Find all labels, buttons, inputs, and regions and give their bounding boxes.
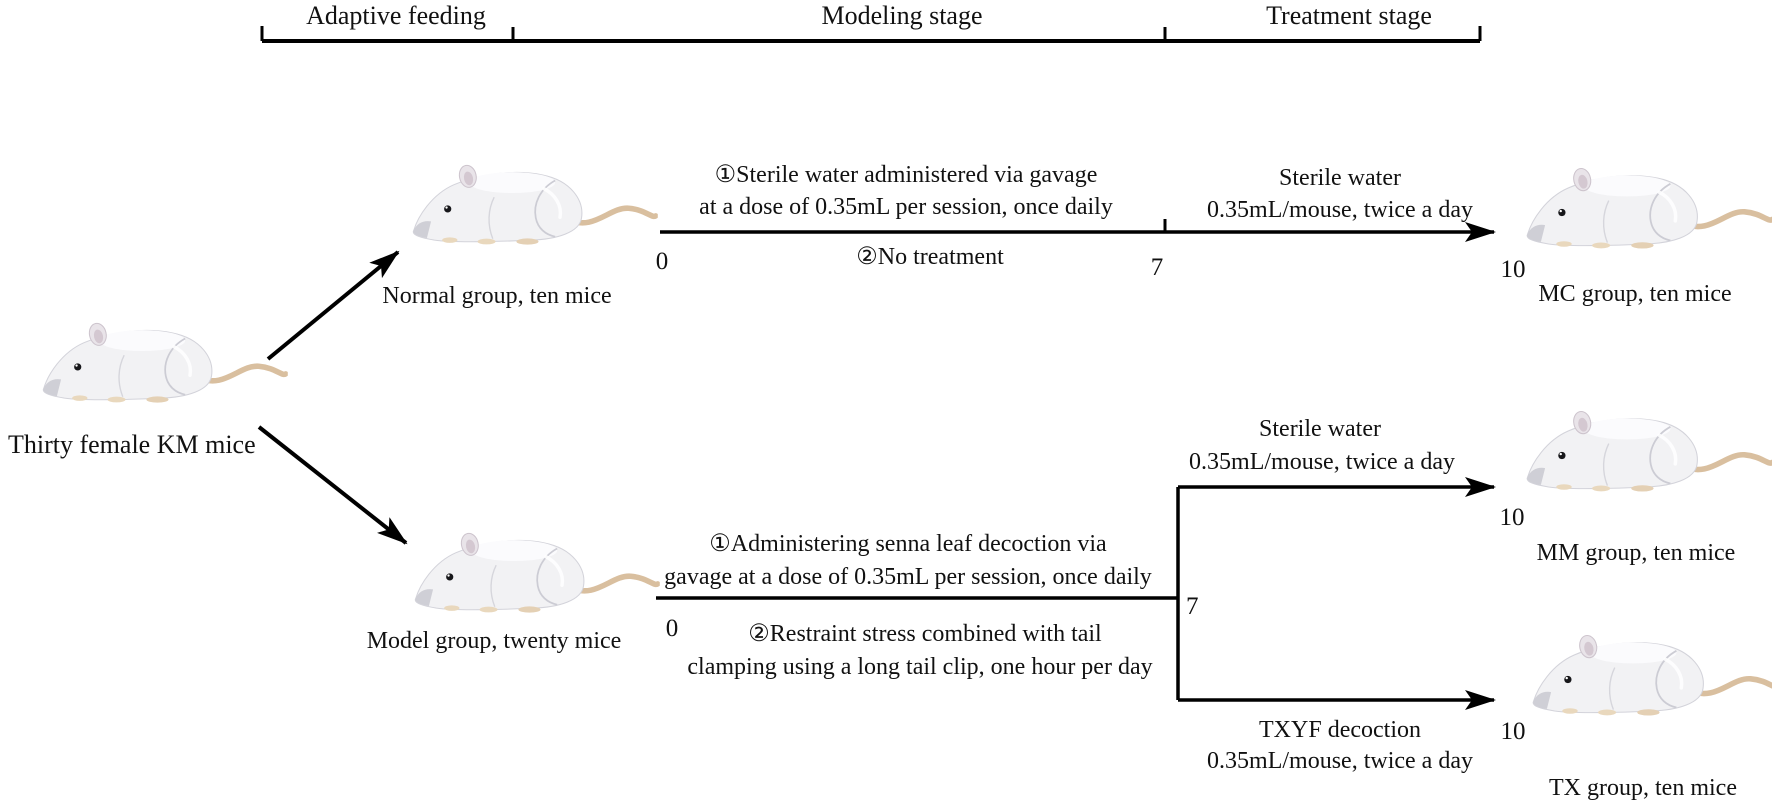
mc-treatment-note-1: Sterile water xyxy=(1279,165,1401,191)
normal-modeling-note-3: ②No treatment xyxy=(856,244,1004,270)
model-group-label: Model group, twenty mice xyxy=(366,628,622,654)
mc-group-mouse-icon xyxy=(1522,153,1772,258)
mc-treatment-note-2: 0.35mL/mouse, twice a day xyxy=(1207,197,1473,223)
tx-treatment-note-2: 0.35mL/mouse, twice a day xyxy=(1207,748,1473,774)
source-group-label: Thirty female KM mice xyxy=(8,430,256,459)
model-modeling-note-2: gavage at a dose of 0.35mL per session, once daily xyxy=(664,564,1152,590)
tx-day-10: 10 xyxy=(1500,718,1526,745)
normal-day-7: 7 xyxy=(1150,254,1164,281)
model-modeling-note-4: clamping using a long tail clip, one hour per day xyxy=(687,654,1153,680)
model-modeling-note-1: ①Administering senna leaf decoction via xyxy=(709,531,1107,557)
stage-label-modeling: Modeling stage xyxy=(821,1,983,30)
stage-label-adaptive-feeding: Adaptive feeding xyxy=(306,1,486,30)
normal-modeling-note-2: at a dose of 0.35mL per session, once daily xyxy=(699,194,1113,220)
mc-group-label: MC group, ten mice xyxy=(1538,281,1732,307)
mm-group-mouse-icon xyxy=(1522,396,1772,501)
mm-treatment-note-2: 0.35mL/mouse, twice a day xyxy=(1189,449,1455,475)
normal-group-mouse-icon xyxy=(408,150,658,254)
model-day-7: 7 xyxy=(1186,593,1199,620)
tx-group-label: TX group, ten mice xyxy=(1549,775,1737,801)
model-group-mouse-icon xyxy=(410,518,660,622)
tx-group-mouse-icon xyxy=(1528,620,1772,725)
model-modeling-note-3: ②Restraint stress combined with tail xyxy=(748,621,1102,647)
normal-day-10: 10 xyxy=(1500,256,1526,283)
tx-treatment-note-1: TXYF decoction xyxy=(1259,717,1421,743)
model-day-0: 0 xyxy=(665,615,679,642)
normal-modeling-note-1: ①Sterile water administered via gavage xyxy=(714,162,1098,188)
source-mouse-icon xyxy=(38,308,288,412)
arrow-to-model-group xyxy=(259,427,406,543)
normal-day-0: 0 xyxy=(655,248,669,275)
mm-day-10: 10 xyxy=(1499,504,1525,531)
stage-label-treatment: Treatment stage xyxy=(1266,1,1432,30)
normal-group-label: Normal group, ten mice xyxy=(382,283,612,309)
mm-group-label: MM group, ten mice xyxy=(1536,540,1736,566)
mm-treatment-note-1: Sterile water xyxy=(1259,416,1381,442)
